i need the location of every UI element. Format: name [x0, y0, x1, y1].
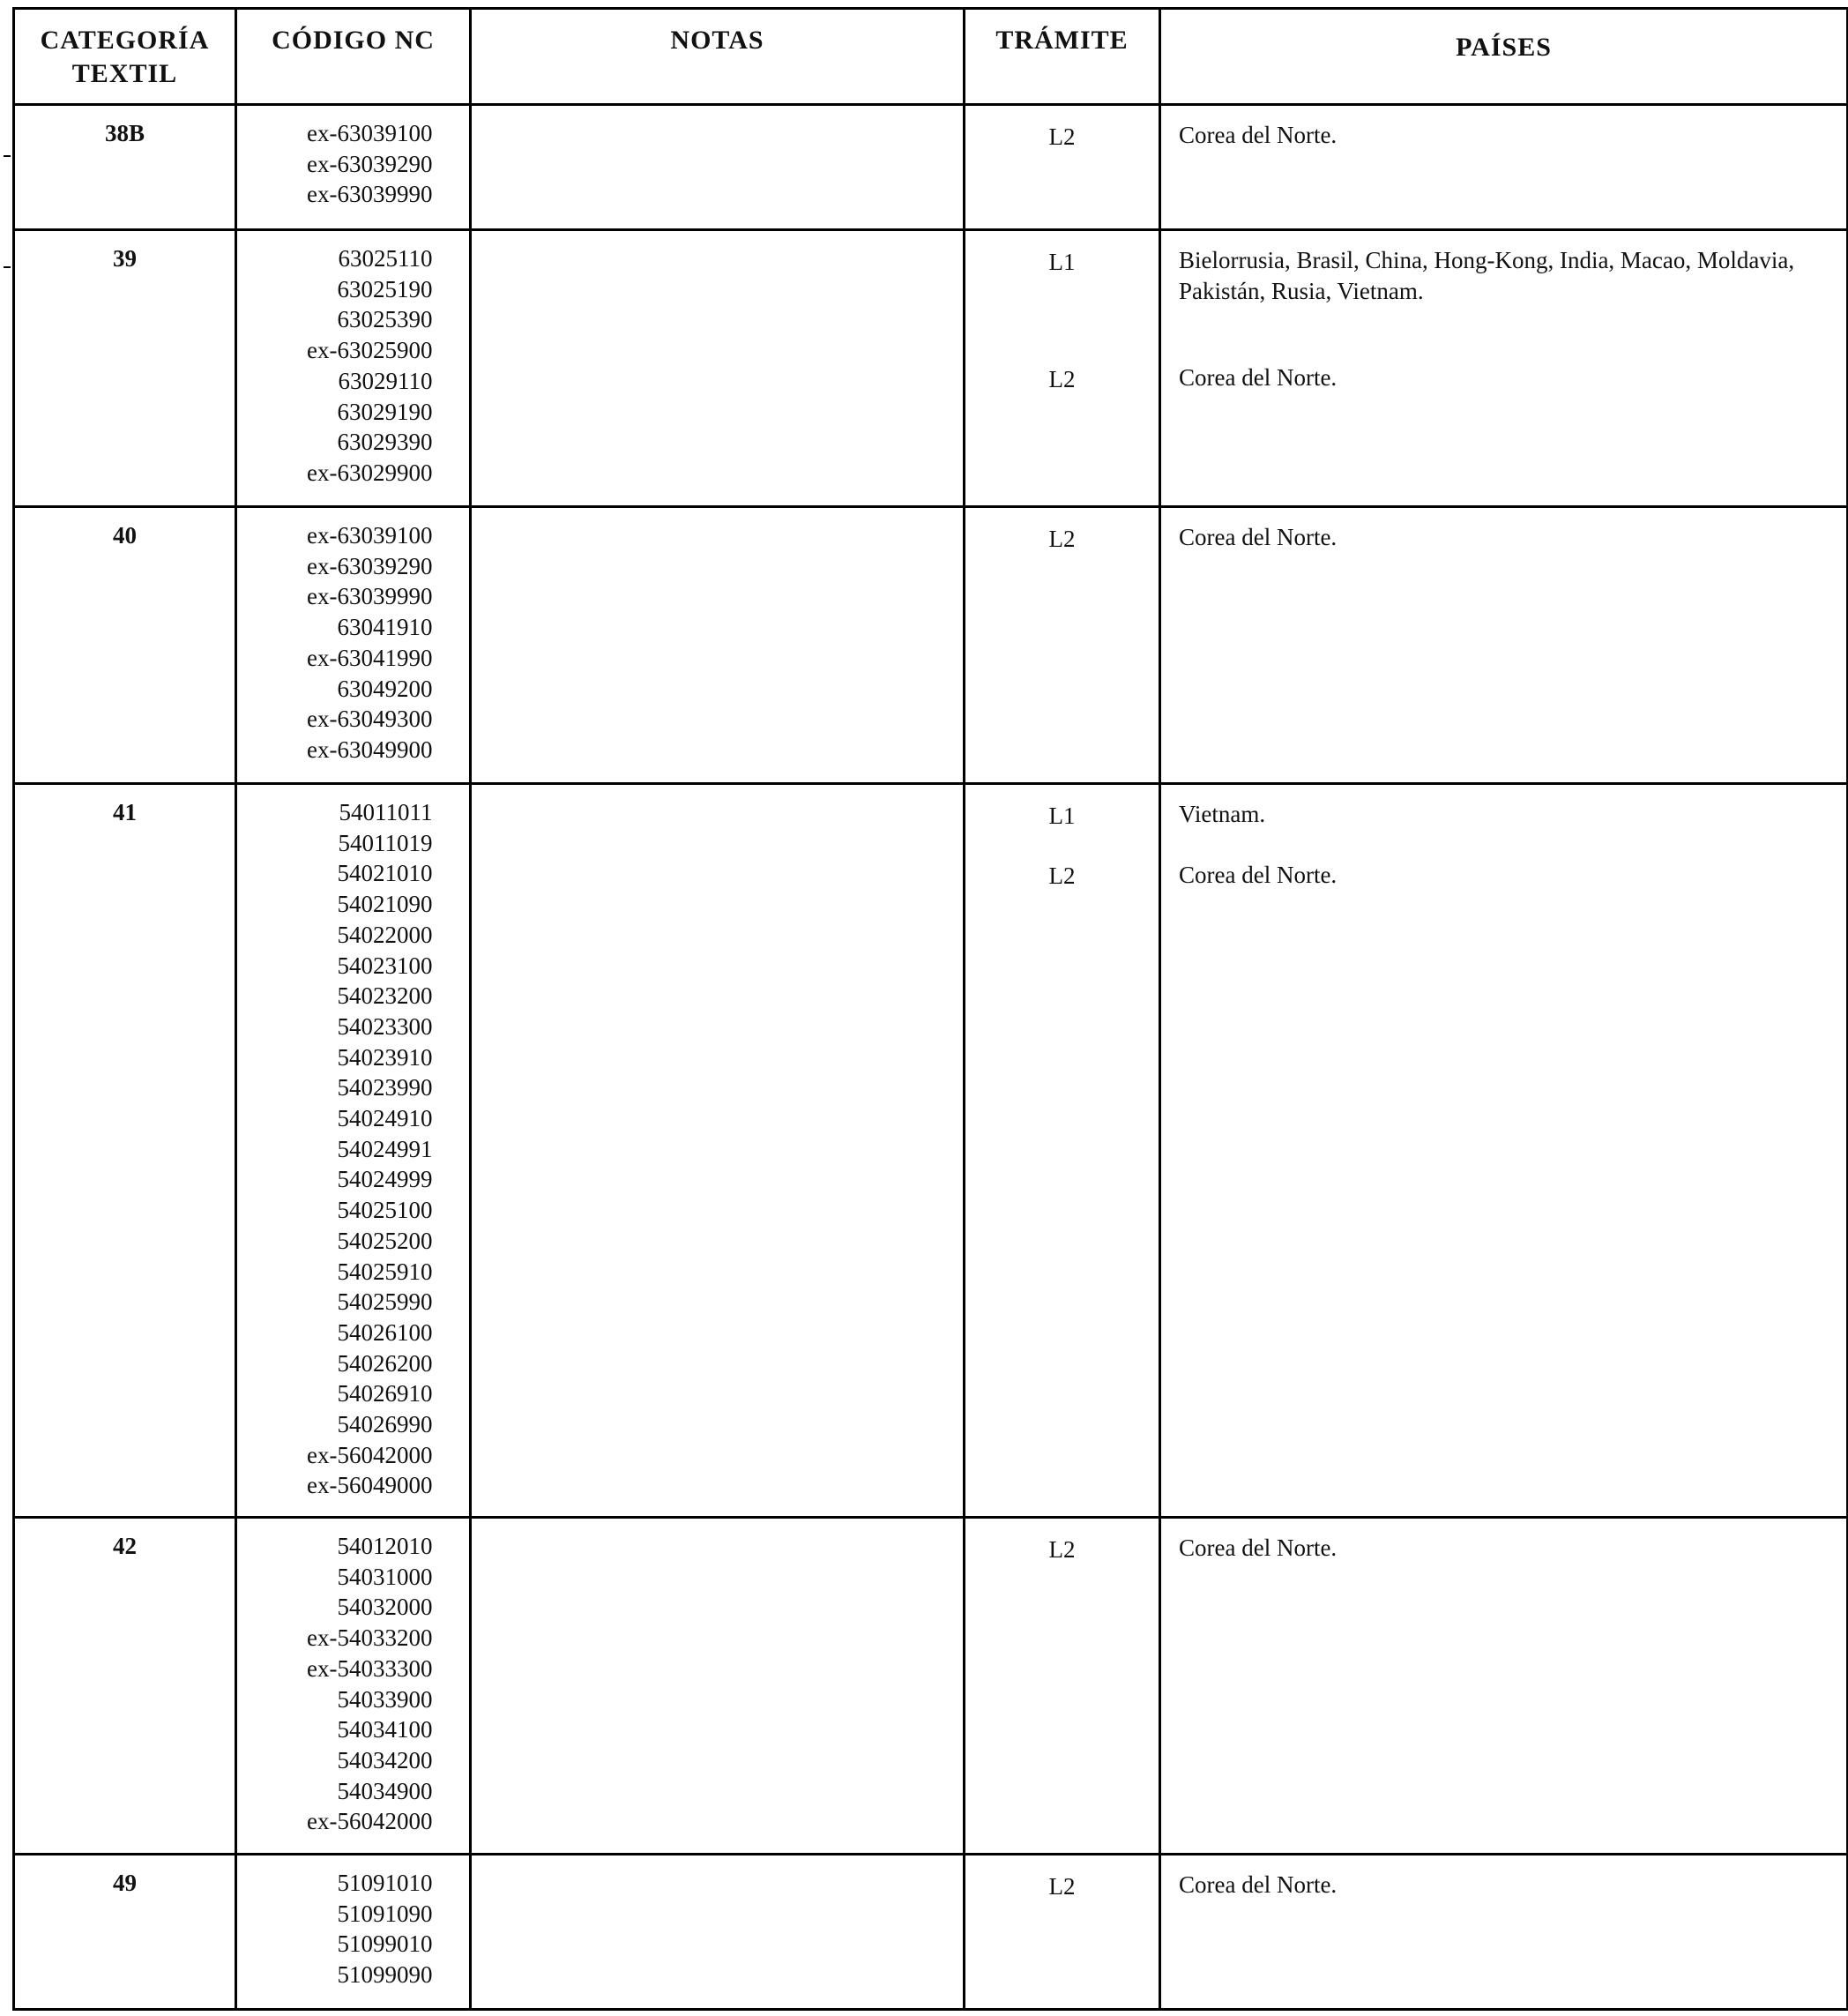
nc-code: 54032000 [337, 1594, 433, 1621]
nc-code: ex-63039290 [307, 552, 433, 579]
category-cell: 40 [14, 507, 236, 784]
tramite-cell [965, 784, 1160, 1518]
nc-code-list [274, 1531, 433, 1837]
nc-code: ex-56042000 [307, 1808, 433, 1835]
country-list: Bielorrusia, Brasil, China, Hong-Kong, India, Macao, Moldavia, Pakistán, Rusia, Vietnam. [1179, 247, 1795, 304]
nc-code-list [274, 797, 433, 1501]
nc-code: 54026990 [337, 1411, 433, 1438]
tramite-code: L1 [1048, 248, 1076, 275]
category-cell: 41 [14, 784, 236, 1518]
notes-cell [471, 105, 965, 230]
header-tramite: TRÁMITE [965, 9, 1160, 105]
header-codigo: CÓDIGO NC [236, 9, 471, 105]
nc-code: ex-63039290 [307, 150, 433, 177]
country-list: Corea del Norte. [1179, 524, 1338, 550]
nc-code: 54023300 [337, 1012, 433, 1040]
nc-code: 63029190 [337, 398, 433, 425]
nc-code: 51099090 [337, 1961, 433, 1989]
category-cell: 39 [14, 230, 236, 507]
nc-code: 54026910 [337, 1380, 433, 1407]
nc-code: ex-63029900 [307, 459, 433, 486]
nc-code-cell [236, 784, 471, 1518]
table-body [14, 105, 1848, 2010]
nc-code: 51091010 [337, 1870, 433, 1896]
nc-code: ex-63025900 [307, 337, 433, 364]
nc-code: 51099010 [337, 1930, 433, 1958]
category-cell: 42 [14, 1518, 236, 1855]
nc-code: ex-63049300 [307, 706, 433, 733]
countries-cell [1160, 507, 1848, 784]
nc-code: 54026200 [337, 1349, 433, 1377]
tramite-cell [965, 1855, 1160, 2010]
nc-code: 63025110 [338, 245, 433, 272]
tramite-code: L2 [1048, 1872, 1076, 1900]
nc-code: 63025390 [337, 306, 433, 333]
nc-code: 54023910 [337, 1043, 433, 1071]
countries-cell [1160, 1518, 1848, 1855]
nc-code: 54012010 [337, 1533, 433, 1559]
nc-code: 54011019 [338, 829, 433, 856]
nc-code: ex-54033300 [307, 1654, 433, 1682]
textile-category-table [12, 7, 1848, 2011]
tramite-code: L1 [1048, 802, 1076, 829]
country-list: Corea del Norte. [1179, 861, 1338, 888]
table-row [14, 784, 1848, 1518]
notes-cell [471, 784, 965, 1518]
tramite-cell [965, 507, 1160, 784]
nc-code: 63049200 [337, 675, 433, 702]
nc-code-list [274, 118, 433, 210]
category-cell: 38B [14, 105, 236, 230]
nc-code: ex-54033200 [307, 1624, 433, 1652]
countries-cell [1160, 105, 1848, 230]
nc-code-cell [236, 1855, 471, 2010]
table-row [14, 507, 1848, 784]
nc-code: ex-63041990 [307, 644, 433, 671]
margin-mark [4, 266, 11, 268]
header-categoria: CATEGORÍA TEXTIL [14, 9, 236, 105]
country-list: Vietnam. [1179, 801, 1266, 827]
tramite-cell [965, 230, 1160, 507]
notes-cell [471, 230, 965, 507]
category-cell: 49 [14, 1855, 236, 2010]
tramite-cell [965, 105, 1160, 230]
nc-code: ex-63039990 [307, 181, 433, 208]
nc-code-cell [236, 507, 471, 784]
nc-code: 54025200 [337, 1227, 433, 1254]
tramite-cell [965, 1518, 1160, 1855]
table-row [14, 1518, 1848, 1855]
nc-code: 54011011 [339, 799, 433, 825]
nc-code: 54021010 [337, 860, 433, 887]
country-list: Corea del Norte. [1179, 1534, 1338, 1561]
nc-code-cell [236, 230, 471, 507]
nc-code: 54034200 [337, 1746, 433, 1773]
table-row [14, 105, 1848, 230]
countries-cell [1160, 784, 1848, 1518]
country-list: Corea del Norte. [1179, 1871, 1338, 1898]
countries-cell [1160, 1855, 1848, 2010]
document-page [12, 7, 1848, 2011]
countries-cell [1160, 230, 1848, 507]
nc-code: 54021090 [337, 891, 433, 918]
nc-code: ex-63039100 [307, 522, 433, 549]
nc-code: 54031000 [337, 1563, 433, 1590]
tramite-code: L2 [1048, 1535, 1076, 1563]
nc-code: 54024991 [337, 1135, 433, 1162]
tramite-code: L2 [1048, 365, 1076, 392]
nc-code: 54025100 [337, 1197, 433, 1224]
nc-code: ex-63039990 [307, 583, 433, 610]
country-list: Corea del Norte. [1179, 364, 1338, 392]
nc-code: 54022000 [337, 921, 433, 948]
table-row [14, 1855, 1848, 2010]
nc-code-list [274, 1868, 433, 1990]
nc-code: 54033900 [337, 1685, 433, 1713]
nc-code: 54024910 [337, 1105, 433, 1132]
nc-code: 54025990 [337, 1288, 433, 1316]
nc-code-cell [236, 105, 471, 230]
header-notas: NOTAS [471, 9, 965, 105]
nc-code: 63025190 [337, 275, 433, 302]
nc-code: 63029110 [338, 367, 433, 394]
table-header-row [14, 9, 1848, 105]
nc-code: 63041910 [337, 614, 433, 641]
nc-code: 54023990 [337, 1074, 433, 1101]
nc-code-list [274, 520, 433, 765]
margin-mark [4, 155, 11, 157]
nc-code: 54026100 [337, 1318, 433, 1346]
header-paises: PAÍSES [1160, 9, 1848, 105]
tramite-code: L2 [1048, 525, 1076, 552]
country-list: Corea del Norte. [1179, 122, 1338, 148]
nc-code: 54023200 [337, 982, 433, 1010]
table-row [14, 230, 1848, 507]
nc-code-list [274, 243, 433, 489]
tramite-code: L2 [1048, 123, 1076, 150]
notes-cell [471, 1518, 965, 1855]
nc-code: ex-63049900 [307, 735, 433, 763]
nc-code: 54034900 [337, 1777, 433, 1804]
nc-code: ex-56049000 [307, 1472, 433, 1499]
nc-code: 54024999 [337, 1166, 433, 1193]
tramite-code: L2 [1048, 862, 1076, 890]
nc-code: ex-63039100 [307, 120, 433, 146]
nc-code: 54025910 [337, 1258, 433, 1285]
nc-code: 54034100 [337, 1716, 433, 1743]
nc-code: ex-56042000 [307, 1441, 433, 1468]
nc-code: 63029390 [337, 429, 433, 456]
notes-cell [471, 1855, 965, 2010]
nc-code: 54023100 [337, 952, 433, 979]
notes-cell [471, 507, 965, 784]
nc-code: 51091090 [337, 1900, 433, 1927]
nc-code-cell [236, 1518, 471, 1855]
